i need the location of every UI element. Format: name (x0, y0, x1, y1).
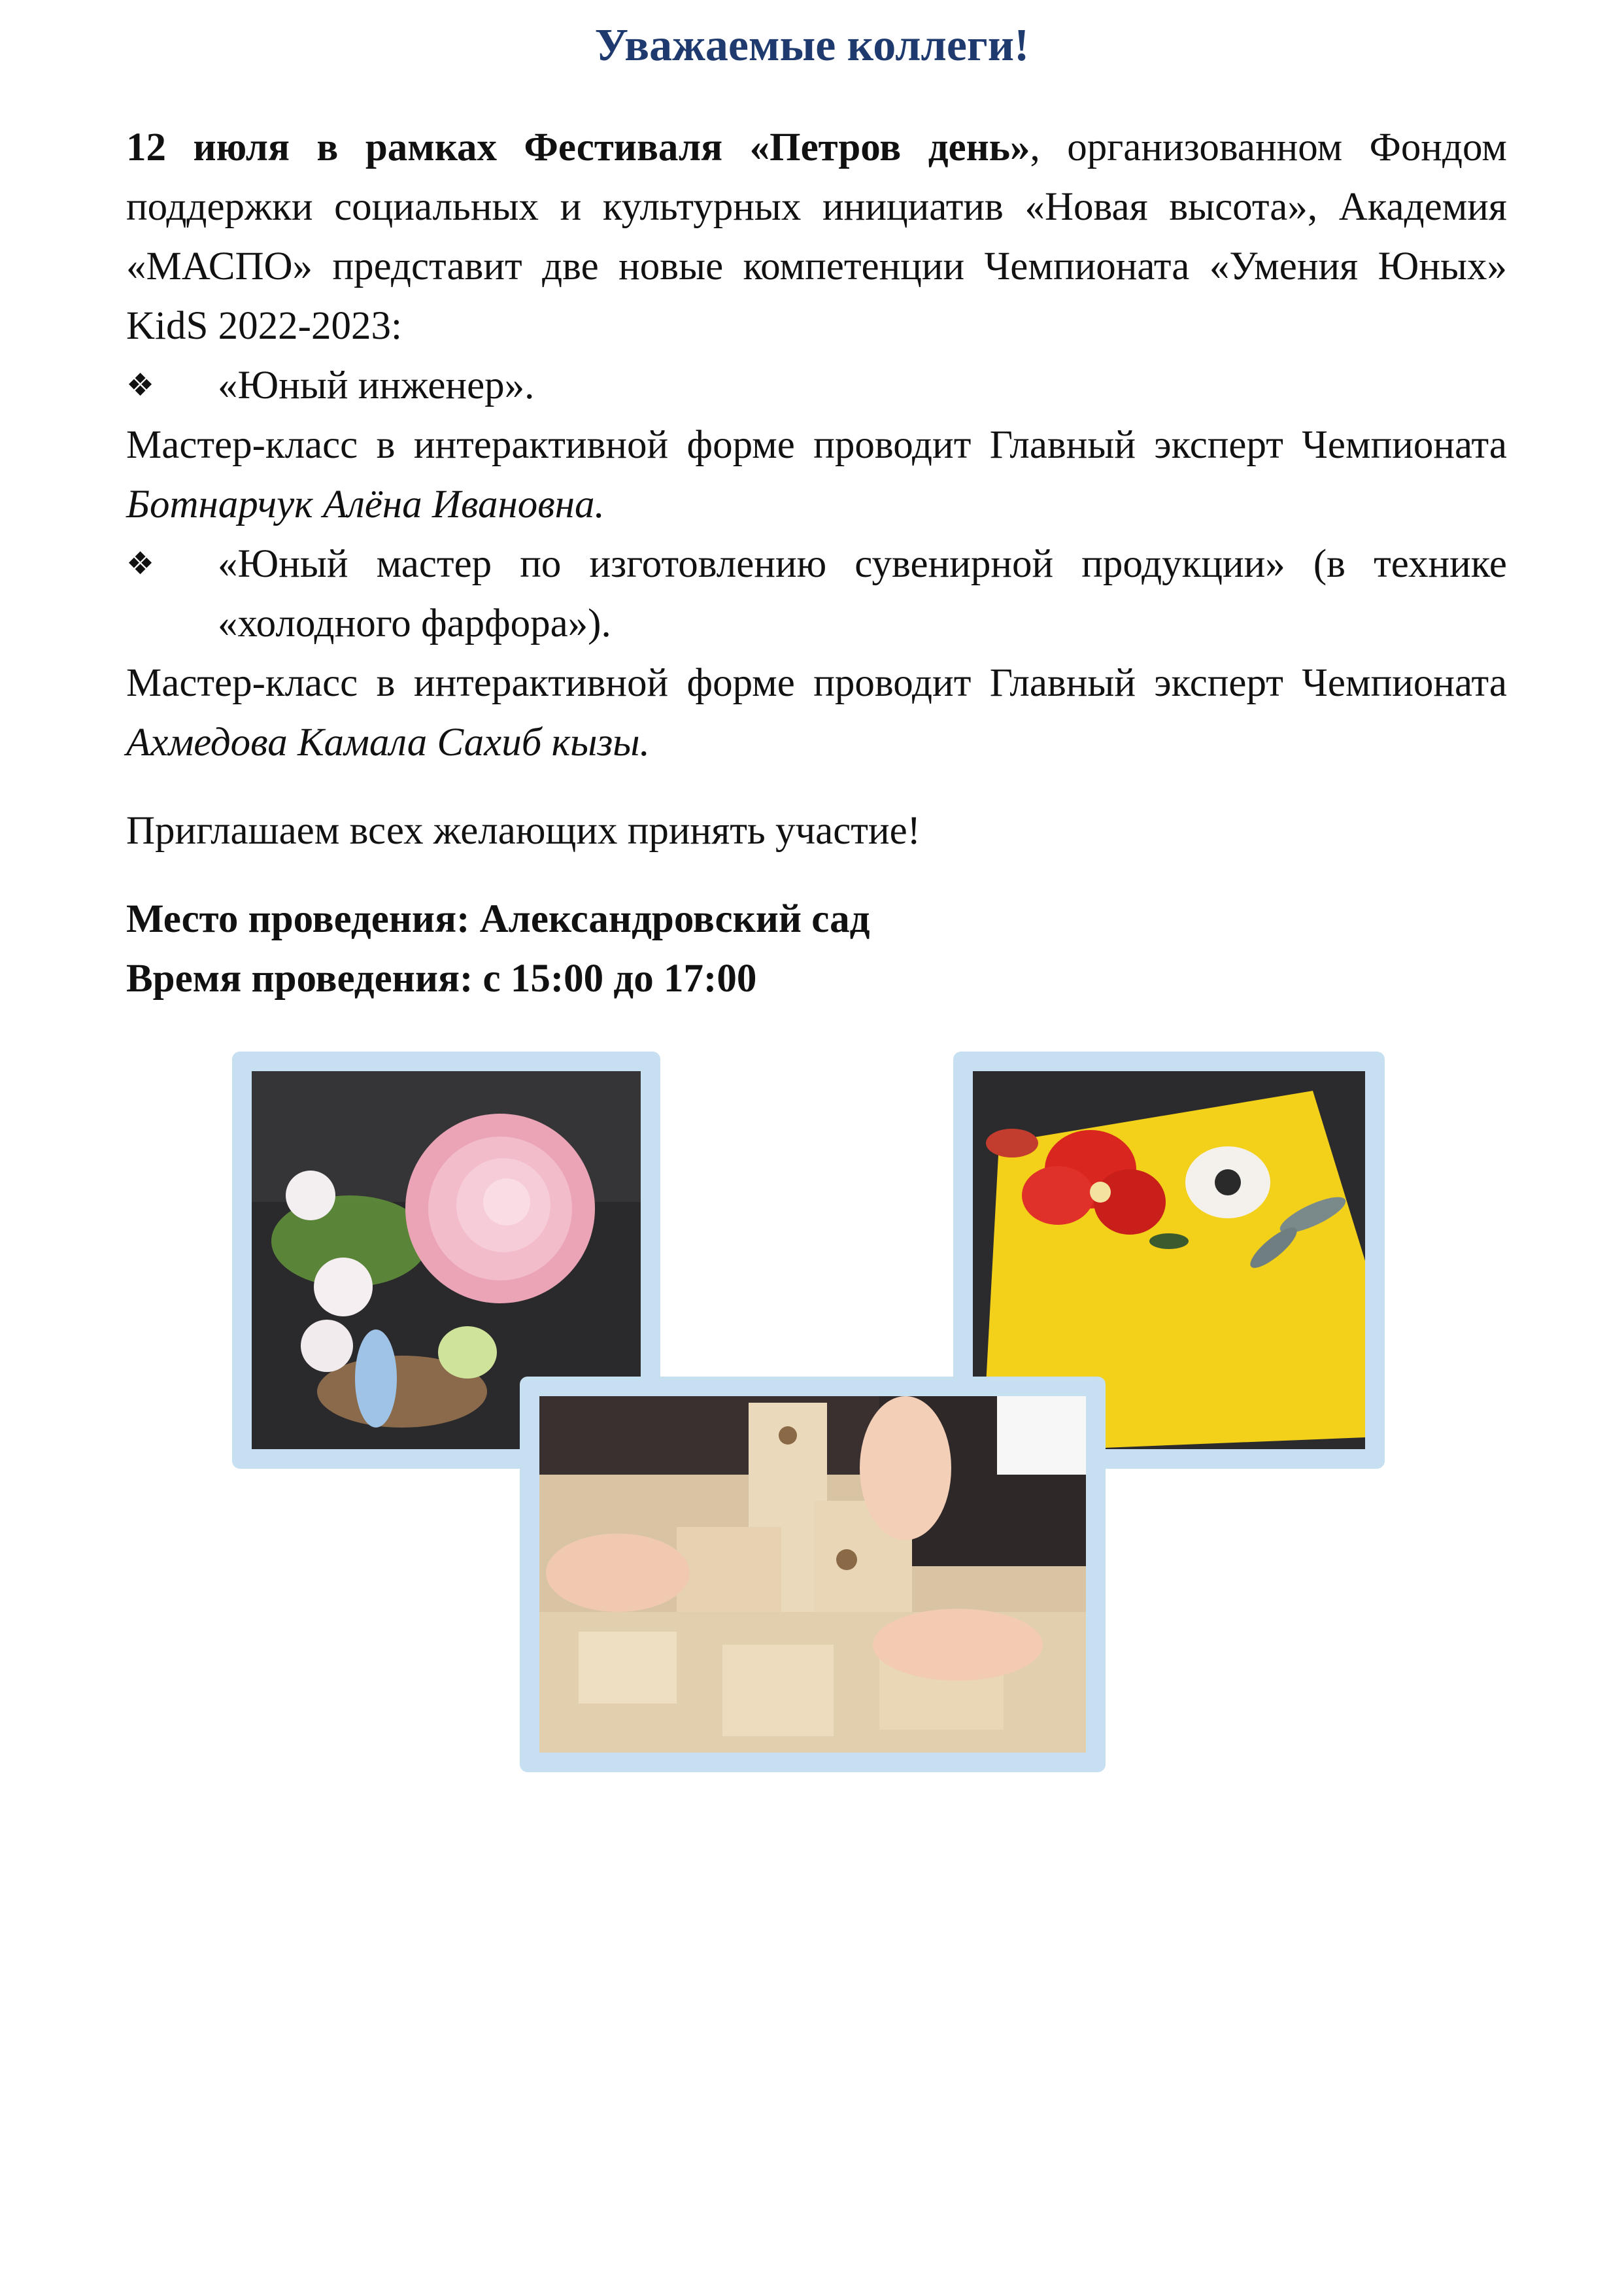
competency-desc-1 (126, 415, 1507, 534)
page-title: Уважаемые коллеги! (594, 20, 1030, 71)
competency-item-1 (126, 356, 1507, 415)
competency-desc-2 (126, 653, 1507, 772)
time-line: Время проведения: с 15:00 до 17:00 (126, 957, 757, 1001)
invitation-text: Приглашаем всех желающих принять участие! (126, 809, 921, 853)
expert-name-1: Ботнарчук Алёна Ивановна. (126, 483, 605, 526)
expert-name-2: Ахмедова Камала Сахиб кызы. (126, 721, 650, 764)
bullet-icon: ❖ (126, 367, 155, 403)
desc-prefix-2: Мастер-класс в интерактивной форме проводит Главный эксперт Чемпионата (126, 661, 1507, 705)
photo-children-wooden-blocks (520, 1377, 1106, 1772)
desc-prefix-1: Мастер-класс в интерактивной форме проводит Главный эксперт Чемпионата (126, 423, 1507, 467)
competency-title-1: «Юный инженер». (218, 364, 535, 407)
competency-item-2 (126, 534, 1507, 653)
intro-date-festival: 12 июля в рамках Фестиваля «Петров день» (126, 126, 1030, 169)
announcement-body (126, 118, 1507, 1008)
intro-paragraph (126, 118, 1507, 356)
bullet-icon: ❖ (126, 545, 155, 582)
venue-line: Место проведения: Александровский сад (126, 897, 870, 941)
competency-title-2: «Юный мастер по изготовлению сувенирной продукции» (в технике «холодного фарфора»). (218, 542, 1507, 645)
intro-rest: , организованном Фондом поддержки социальных и культурных инициатив «Новая высота», Академия «МАСПО» представит две новые компетенции Чемпионата «Умения Юных» KidS 2022-2023: (126, 126, 1507, 348)
